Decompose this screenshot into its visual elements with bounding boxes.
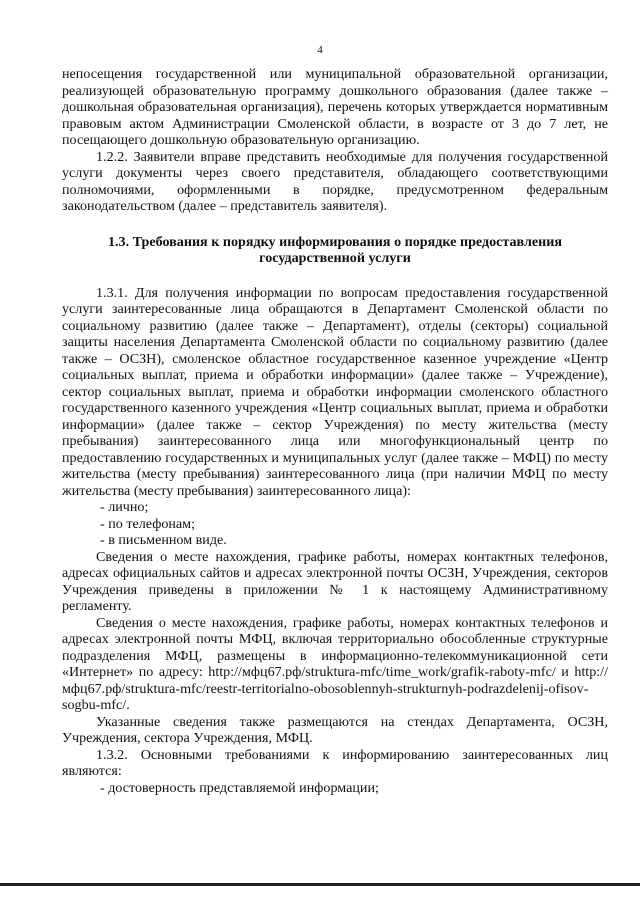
paragraph-continuation: непосещения государственной или муниципальной образовательной организации, реализующей образовательную программу дошкольного образования (далее также – дошкольная образовательная организация), перечень которых утверждается нормативным правовым актом Администрации Смоленской области, в возрасте от 3 до 7 лет, не посещающего дошкольную образовательную организацию. — [62, 66, 608, 148]
list-item: - достоверность представляемой информации; — [100, 779, 379, 796]
spacer — [62, 267, 608, 285]
section-heading-1-3: 1.3. Требования к порядку информирования о порядке предоставления государственной услуги — [107, 233, 563, 266]
paragraph-1-2-2: 1.2.2. Заявители вправе представить необходимые для получения государственной услуги документы через своего представителя, обладающего соответствующими полномочиями, оформленными в порядке, предусмотренном федеральным законодательством (далее – представитель заявителя). — [62, 148, 608, 214]
paragraph-1-3-2: 1.3.2. Основными требованиями к информированию заинтересованных лиц являются: — [62, 746, 608, 779]
paragraph-1-3-1: 1.3.1. Для получения информации по вопросам предоставления государственной услуги заинтересованные лица обращаются в Департамент Смоленской области по социальному развитию (далее также – Департамент), отделы (секторы) социальной защиты населения Департамента Смоленской области по социальному развитию (далее также – ОСЗН), смоленское областное государственное казенное учреждение «Центр социальных выплат, приема и обработки информации» (далее также – Учреждение), сектор социальных выплат, приема и обработки информации смоленского областного государственного казенного учреждения «Центр социальных выплат, приема и обработки информации» (далее также – сектор Учреждения) по месту жительства (месту пребывания) заинтересованного лица или многофункциональный центр по предоставлению государственных и муниципальных услуг (далее также – МФЦ) по месту жительства (месту пребывания) заинтересованного лица (при наличии МФЦ по месту жительства (месту пребывания) заинтересованного лица): — [62, 284, 608, 499]
list-item: - лично; — [100, 499, 149, 515]
paragraph-info-mfc: Сведения о месте нахождения, графике работы, номерах контактных телефонов и адресах электронной почты МФЦ, включая территориально обособленные структурные подразделения МФЦ, размещены в информационно-телекоммуникационной сети «Интернет» по адресу: http://мфц67.рф/struktura-mfc/time_work/grafik-raboty-mfc/ и http://мфц67.рф/struktura-mfc/reestr-territorialno-obosoblennyh-strukturnyh-podrazdelenij-ofisov-sogbu-mfc/. — [62, 614, 608, 713]
paragraph-info-stands: Указанные сведения также размещаются на стендах Департамента, ОСЗН, Учреждения, сектора Учреждения, МФЦ. — [62, 713, 608, 746]
bottom-rule — [0, 883, 640, 886]
document-body — [62, 66, 608, 796]
page-number: 4 — [317, 44, 323, 56]
paragraph-info-contacts: Сведения о месте нахождения, графике работы, номерах контактных телефонов, адресах официальных сайтов и адресах электронной почты ОСЗН, Учреждения, секторов Учреждения приведены в приложении № 1 к настоящему Административному регламенту. — [62, 548, 608, 614]
list-item: - по телефонам; — [100, 515, 196, 532]
spacer — [62, 215, 608, 234]
list-item: - в письменном виде. — [100, 532, 227, 548]
